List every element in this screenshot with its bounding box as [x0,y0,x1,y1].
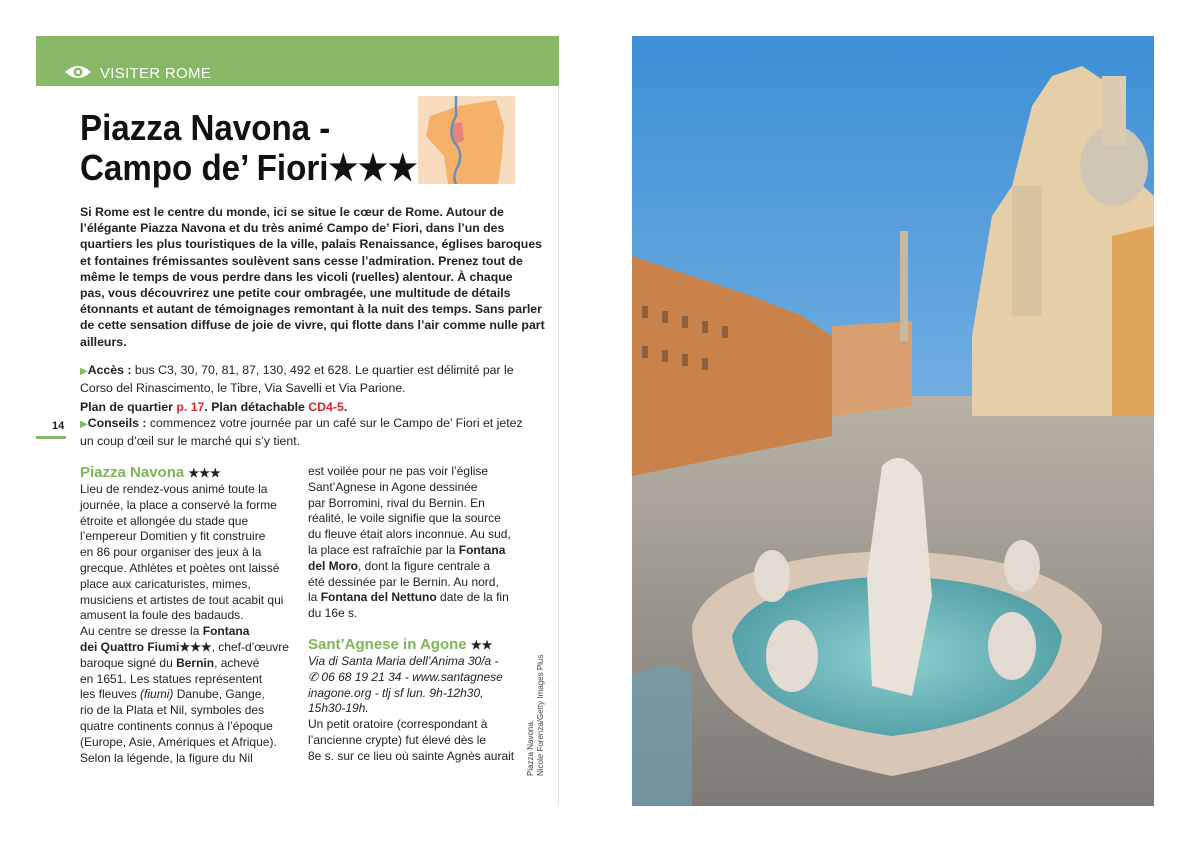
text-segment: place aux caricaturistes, mimes, [80,576,251,591]
text-segment: commencez votre journée par un café sur le Campo de’ Fiori et jetez [146,416,523,430]
text-segment: Un petit oratoire (correspondant à [308,717,488,732]
text-line [308,480,526,496]
text-segment: del Moro [308,558,358,573]
text-line [308,670,526,686]
rating-stars: ★★★ [328,147,418,188]
text-line [80,719,298,735]
locator-map [418,96,515,184]
text-segment: en 1651. Les statues représentent [80,671,263,686]
text-line [308,654,526,670]
page-title: Piazza Navona - Campo de’ Fiori★★★ [80,107,418,188]
text-line [308,717,526,733]
section-label: VISITER ROME [100,65,212,82]
text-segment: musiciens et artistes de tout acabit qui [80,592,284,607]
text-segment: Bernin [176,655,215,670]
text-segment: Conseils : [87,416,147,430]
intro-line: Si Rome est le centre du monde, ici se situe le cœur de Rome. Autour de [80,205,504,219]
text-line [308,527,526,543]
section-heading-piazza-navona: Piazza Navona ★★★ [80,464,221,481]
text-segment: la [308,590,321,605]
text-line [80,640,298,656]
text-segment: étroite et allongée du stade que [80,513,249,528]
section-heading-sant-agnese: Sant’Agnese in Agone ★★ [308,635,493,653]
text-segment: Danube, Gange, [173,687,265,702]
text-segment: Fontana [202,624,250,639]
text-segment: , chef-d’œuvre [211,639,289,654]
text-line [80,415,530,433]
left-page [36,36,559,806]
text-segment: du fleuve était alors inconnue. Au sud, [308,527,511,542]
text-segment: Fontana del Nettuno [320,590,437,605]
text-line [308,496,526,512]
intro-line: quartiers les plus touristiques de la ville, palais Renaissance, églises baroques [80,237,542,252]
text-line [80,703,298,719]
page-reference-link[interactable]: p. 17 [176,400,205,414]
text-segment: du 16e s. [308,606,358,621]
text-segment: 8e s. sur ce lieu où sainte Agnès aurait [308,748,515,763]
intro-line: ailleurs. [80,334,127,349]
text-line [80,608,298,624]
text-line [308,733,526,749]
text-line [80,687,298,703]
text-line [80,561,298,577]
text-line [80,498,298,514]
text-line [308,590,526,606]
text-segment: quatre continents connus à l’époque [80,718,273,733]
intro-line: étonnants et autant de témoignages remontant à la nuit des temps. Sans parler [80,302,542,317]
text-segment: été dessinée par le Bernin. Au nord, [308,574,499,589]
intro-line: pas, vous découvrirez une petite cour ombragée, une multitude de détails [80,286,511,301]
text-segment: Accès : [87,363,132,377]
text-segment: bus C3, 30, 70, 81, 87, 130, 492 et 628. Le quartier est délimité par le [131,363,514,377]
text-segment: , dont la figure centrale a [358,558,491,573]
text-segment: Sant’Agnese in Agone dessinée [308,479,478,494]
text-line [308,464,526,480]
photo-credit: Piazza Navona. Nicole Forenza/Getty Images Plus [526,654,545,776]
intro-paragraph [80,204,545,350]
text-line [308,749,526,765]
page-reference-link[interactable]: CD4-5 [308,400,344,414]
text-line [308,701,526,717]
text-segment: amusent la foule des badauds. [80,608,244,623]
triangle-bullet-icon: ▶ [80,419,88,430]
text-segment: Corso del Rinascimento, le Tibre, Via Savelli et Via Parione. [80,381,406,395]
eye-icon [64,64,92,80]
intro-line: et fontaines frémissantes soulèvent sans cesse l’admiration. Prenez tout de [80,253,523,268]
piazza-navona-photo [632,36,1154,806]
text-line [80,656,298,672]
text-line [80,362,530,380]
text-line [80,433,530,449]
text-line [80,545,298,561]
text-segment: Plan de quartier [80,400,177,414]
text-segment: Fontana [458,542,506,557]
practical-info [80,362,530,449]
text-line [308,606,526,622]
intro-line: de cette sensation diffuse de joie de vivre, qui flotte dans l’air comme nulle part [80,318,545,333]
column-1 [80,464,298,766]
text-line [80,482,298,498]
text-line [80,672,298,688]
text-segment: par Borromini, rival du Bernin. En [308,495,485,510]
text-line [308,543,526,559]
intro-line: même le temps de vous perdre dans les vicoli (ruelles) alentour. À chaque [80,269,513,284]
text-segment: 15h30-19h. [308,701,369,716]
text-segment: (fiumi) [140,687,174,702]
text-segment: , achevé [214,655,260,670]
text-segment: la place est rafraîchie par la [308,542,459,557]
text-segment: baroque signé du [80,655,177,670]
text-line [308,511,526,527]
text-segment: Lieu de rendez-vous animé toute la [80,482,268,496]
page-number: 14 [52,420,65,432]
text-line [308,575,526,591]
text-line [308,686,526,702]
text-segment: Au centre se dresse la [80,624,203,639]
text-segment: l’empereur Domitien y fit construire [80,529,266,544]
column-2 [308,464,526,765]
text-segment: . [343,400,348,414]
triangle-bullet-icon: ▶ [80,366,88,377]
text-segment: journée, la place a conservé la forme [80,497,277,512]
text-segment: est voilée pour ne pas voir l’église [308,464,489,478]
text-segment: rio de la Plata et Nil, symboles des [80,703,265,718]
text-line [80,380,530,396]
text-segment: les fleuves [80,687,141,702]
text-line [80,735,298,751]
text-segment: Selon la légende, la figure du Nil [80,750,253,765]
text-segment: réalité, le voile signifie que la source [308,511,501,526]
text-line [80,399,530,415]
text-line [80,529,298,545]
text-line [80,577,298,593]
intro-line: l’élégante Piazza Navona et du très animé Campo de’ Fiori, dans l’un des [80,221,505,236]
section-header [36,36,559,86]
text-segment: inagone.org - tlj sf lun. 9h-12h30, [308,685,484,700]
text-line [80,593,298,609]
text-segment: date de la fin [436,590,509,605]
text-segment: . Plan détachable [204,400,309,414]
text-segment: ✆ 06 68 19 21 34 - www.santagnese [308,669,503,684]
text-line [80,514,298,530]
text-segment: un coup d’œil sur le marché qui s’y tient. [80,434,301,448]
text-line [80,751,298,767]
text-segment: grecque. Athlètes et poètes ont laissé [80,560,280,575]
text-segment: dei Quattro Fiumi★★★ [80,639,212,654]
text-line [308,559,526,575]
text-segment: l’ancienne crypte) fut élevé dès le [308,732,487,747]
text-segment: Via di Santa Maria dell’Anima 30/a - [308,653,499,668]
text-segment: (Europe, Asie, Amériques et Afrique). [80,734,277,749]
page-number-bar [36,436,66,439]
text-line [80,624,298,640]
text-segment: en 86 pour organiser des jeux à la [80,545,262,560]
